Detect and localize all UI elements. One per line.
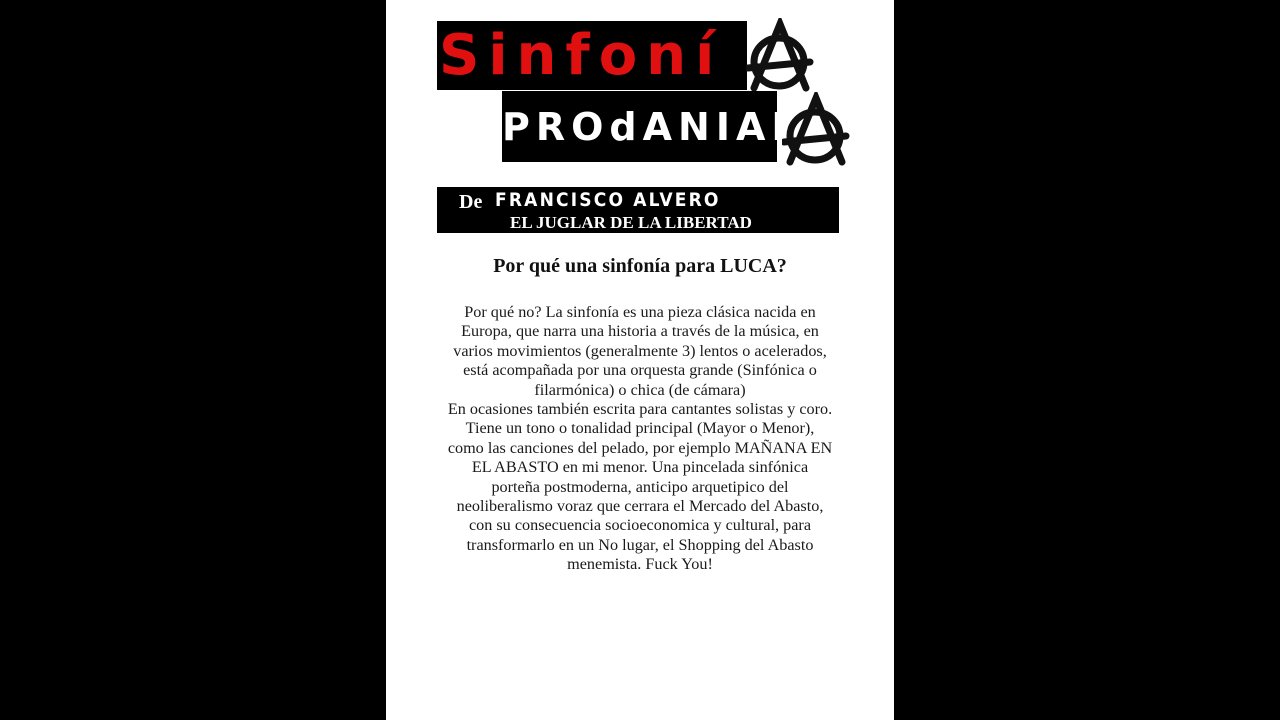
- title-word-prodaniana: PROdANIAN: [502, 105, 810, 149]
- body-line: con su consecuencia socioeconomica y cultural, para: [468, 516, 812, 535]
- body-line: transformarlo en un No lugar, el Shopping del Abasto: [466, 535, 814, 554]
- body-line: está acompañada por una orquesta grande (Sinfónica o: [463, 361, 817, 380]
- body-line: Tiene un tono o tonalidad principal (Mayor o Menor),: [465, 419, 815, 438]
- body-line: filarmónica) o chica (de cámara): [534, 380, 746, 399]
- body-line: como las canciones del pelado, por ejemplo MAÑANA EN: [447, 438, 833, 457]
- body-line: porteña postmoderna, anticipo arquetipico del: [491, 477, 789, 496]
- author-name: FRANCISCO ALVERO: [495, 189, 721, 211]
- anarchy-symbol-icon: [782, 92, 850, 168]
- body-paragraph: [434, 303, 846, 575]
- anarchy-symbol-icon: [746, 18, 814, 94]
- body-line: neoliberalismo voraz que cerrara el Mercado del Abasto,: [456, 497, 824, 516]
- body-line: EL ABASTO en mi menor. Una pincelada sinfónica: [471, 458, 809, 477]
- title-word-sinfonia: Sinfoní: [439, 23, 724, 88]
- body-line: Por qué no? La sinfonía es una pieza clásica nacida en: [464, 303, 816, 321]
- document-page: [386, 0, 894, 720]
- section-heading: Por qué una sinfonía para LUCA?: [493, 255, 787, 277]
- body-line: Europa, que narra una historia a través de la música, en: [461, 322, 819, 341]
- body-line: En ocasiones también escrita para cantantes solistas y coro.: [447, 400, 833, 419]
- author-prefix: De: [459, 191, 483, 213]
- body-line: varios movimientos (generalmente 3) lentos o acelerados,: [453, 341, 827, 360]
- author-banner: [437, 187, 839, 233]
- author-subtitle: EL JUGLAR DE LA LIBERTAD: [510, 213, 752, 232]
- body-line: menemista. Fuck You!: [567, 555, 713, 574]
